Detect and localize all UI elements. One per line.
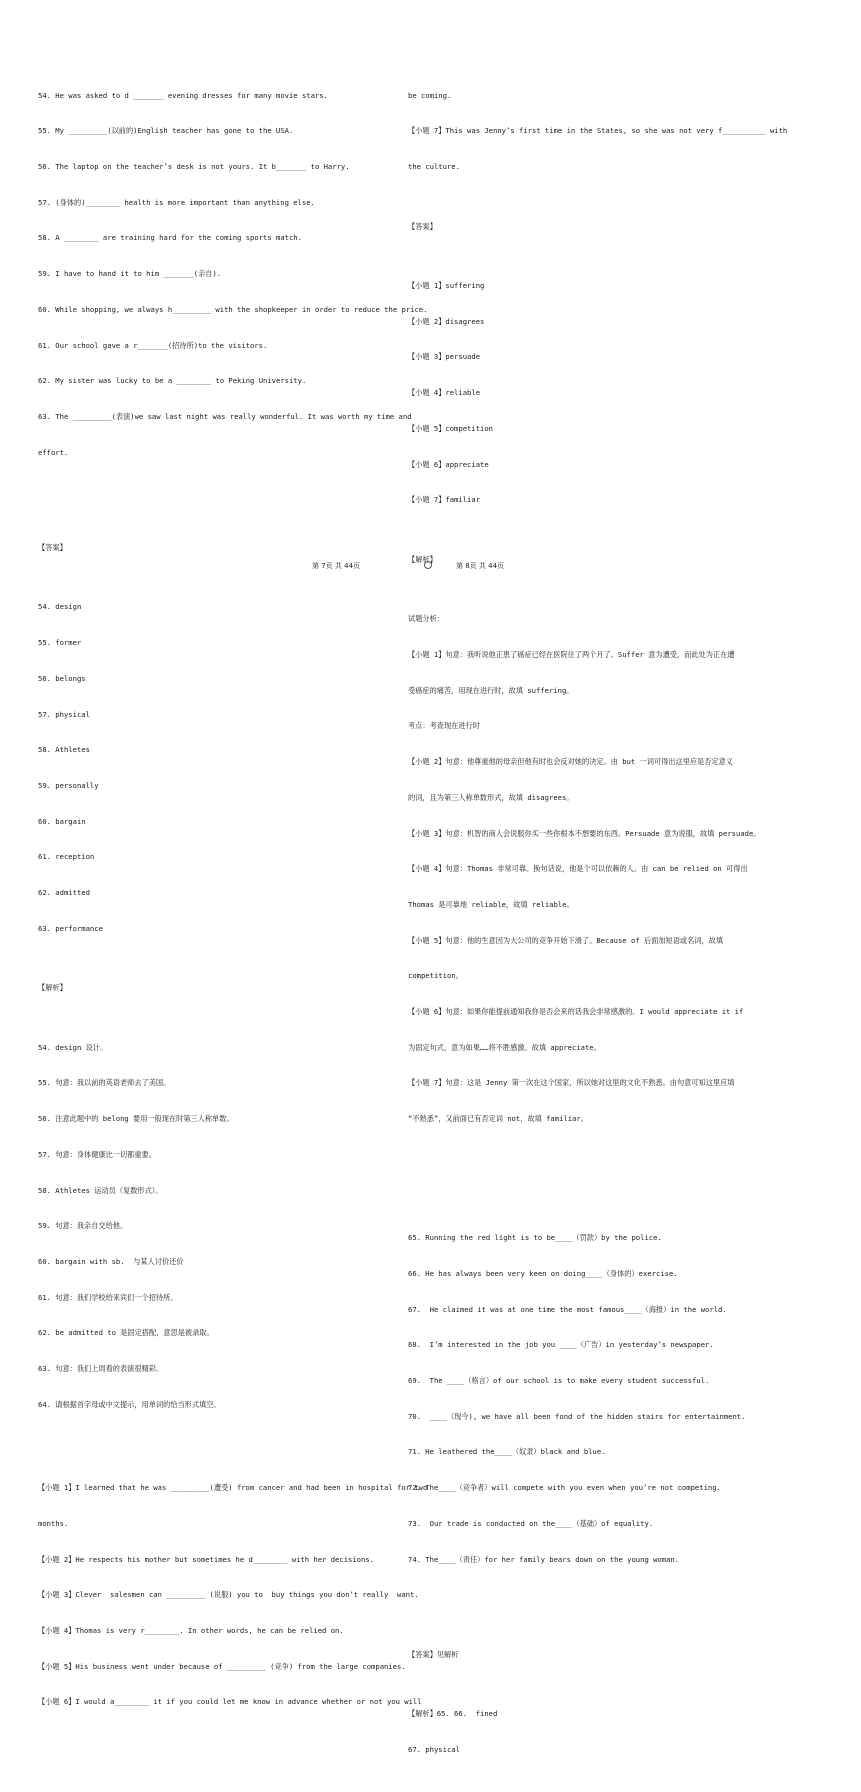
analysis-line: 【小题 1】句意：我听说他正患了癌症已经在医院住了两个月了。Suffer 意为遭受，而此处为正在遭 (408, 650, 735, 660)
question-line: 68. I’m interested in the job you ____（广告）in yesterday’s newspaper. (408, 1340, 714, 1350)
analysis-line: competition。 (408, 971, 463, 981)
analysis-line: 【小题 5】句意：他的生意因为大公司的竞争开始下滑了。Because of 后面加短语或名词，故填 (408, 935, 724, 945)
sub-question-list (38, 1458, 428, 1732)
answer-line: 61. reception (38, 852, 95, 862)
question-line: 58. A ________ are training hard for the coming sports match. (38, 233, 302, 243)
sub-question-line: months. (38, 1518, 69, 1528)
analysis-line: 60. bargain with sb. 与某人讨价还价 (38, 1256, 184, 1266)
analysis-line: 67. physical (408, 1744, 460, 1754)
page-number-left: 第 7页 共 44页 (312, 562, 361, 570)
answer-line: 【小题 6】appreciate (408, 459, 489, 469)
question-line: the culture. (408, 162, 460, 172)
analysis-line: 62. be admitted to 是固定搭配，意思是被录取。 (38, 1328, 214, 1338)
answer-line: 55. former (38, 638, 82, 648)
question-line: 【小题 7】This was Jenny’s first time in the States, so she was not very f__________ with (408, 126, 788, 136)
analysis-line: 58. Athletes 运动员（复数形式）。 (38, 1185, 163, 1195)
question-line: 72. The____（竞争者）will compete with you even when you’re not competing. (408, 1483, 721, 1493)
question-line: 61. Our school gave a r_______(招待所)to the visitors. (38, 340, 268, 350)
analysis-line: 【小题 3】句意：机智的商人会说服你买一些你根本不想要的东西。Persuade 意为说服，故填 persuade。 (408, 828, 761, 838)
answer-heading: 【答案】 (408, 221, 437, 231)
analysis-heading: 【解析】 (38, 983, 67, 993)
question-line: 59. I have to hand it to him _______(亲自). (38, 269, 222, 279)
answer-line: 56. belongs (38, 673, 86, 683)
analysis-line: 63. 句意：我们上周看的表演很精彩。 (38, 1364, 164, 1374)
analysis-heading: 【解析】 (408, 554, 437, 564)
answer-heading: 【答案】见解析 (408, 1649, 459, 1659)
question-line: 71. He leathered the____（奴隶）black and blue. (408, 1447, 606, 1457)
question-line: 55. My _________(以前的)English teacher has gone to the USA. (38, 126, 294, 136)
analysis-list (408, 1684, 770, 1779)
answer-line: 62. admitted (38, 888, 90, 898)
analysis-line: 的词，且为第三人称单数形式，故填 disagrees。 (408, 792, 574, 802)
question-line: 54. He was asked to d _______ evening dresses for many movie stars. (38, 90, 328, 100)
question-line: effort. (38, 447, 69, 457)
analysis-line: 64. 请根据首字母或中文提示，用单词的恰当形式填空。 (38, 1399, 221, 1409)
analysis-line: 【小题 2】句意：他尊重他的母亲但他有时也会反对她的决定。由 but 一词可得出这里应是否定意义 (408, 757, 733, 767)
analysis-line: 57. 句意：身体健康比一切都重要。 (38, 1149, 156, 1159)
analysis-line: 56. 注意此题中的 belong 要用一般现在时第三人称单数。 (38, 1114, 234, 1124)
analysis-line: “不熟悉”，又前面已有否定词 not，故填 familiar。 (408, 1114, 588, 1124)
analysis-line: 为固定句式，意为如果……将不胜感激。故填 appreciate。 (408, 1042, 601, 1052)
answer-line: 58. Athletes (38, 745, 90, 755)
answer-list (408, 256, 770, 530)
sub-question-line: 【小题 2】He respects his mother but sometimes he d________ with her decisions. (38, 1554, 374, 1564)
analysis-line: 【小题 4】句意：Thomas 非常可靠。换句话说，他是个可以依赖的人。由 can be relied on 可得出 (408, 864, 748, 874)
analysis-line: 【小题 6】句意：如果你能提前通知我你是否会来的话我会非常感激的。I would appreciate it if (408, 1007, 744, 1017)
analysis-line: 考点：考查现在进行时 (408, 721, 480, 731)
question-line: 67. He claimed it was at one time the most famous____（海报）in the world. (408, 1304, 727, 1314)
page-footer (0, 561, 861, 575)
question-line: 63. The _________(表演)we saw last night was really wonderful. It was worth my time and (38, 411, 412, 421)
answer-line: 60. bargain (38, 816, 86, 826)
right-column (408, 42, 788, 1792)
sub-question-line: 【小题 5】His business went under because of _________ (竞争) from the large companies. (38, 1661, 406, 1671)
answer-heading: 【答案】 (38, 542, 67, 552)
answer-line: 【小题 3】persuade (408, 352, 481, 362)
analysis-line: 59. 句意：我亲自交给他。 (38, 1221, 128, 1231)
answer-line: 【小题 5】competition (408, 423, 494, 433)
question-line: 70. ____（现今), we have all been fond of the hidden stairs for entertainment. (408, 1411, 746, 1421)
answer-line: 【小题 1】suffering (408, 281, 485, 291)
question-line: 66. He has always been very keen on doing____（身体的）exercise. (408, 1268, 678, 1278)
analysis-line: 受癌症的痛苦，用现在进行时，故填 suffering。 (408, 685, 574, 695)
analysis-line: 【解析】65. 66. fined (408, 1709, 498, 1719)
question-line: 60. While shopping, we always h_________ with the shopkeeper in order to reduce the price. (38, 304, 428, 314)
question-line: 57. (身体的)________ health is more important than anything else. (38, 197, 315, 207)
spacer (408, 1173, 770, 1185)
answer-line: 57. physical (38, 709, 90, 719)
question-line: 62. My sister was lucky to be a ________ to Peking University. (38, 376, 307, 386)
continued-questions (408, 66, 788, 197)
question-line: 65. Running the red light is to be____（罚款）by the police. (408, 1233, 662, 1243)
question-line: be coming. (408, 90, 452, 100)
question-line: 56. The laptop on the teacher’s desk is not yours. It b_______ to Harry. (38, 162, 350, 172)
analysis-line: 54. design 设计。 (38, 1042, 108, 1052)
answer-line: 59. personally (38, 780, 99, 790)
sub-question-line: 【小题 3】Clever salesmen can _________ (说服) you to buy things you don’t really want. (38, 1590, 419, 1600)
answer-line: 54. design (38, 602, 82, 612)
sub-question-line: 【小题 1】I learned that he was _________(遭受) from cancer and had been in hospital for two (38, 1483, 428, 1493)
page-number-right: 第 8页 共 44页 (456, 562, 505, 570)
questions-65-74 (408, 1208, 770, 1589)
analysis-line: 61. 句意：我们学校给来宾们一个招待所。 (38, 1292, 178, 1302)
answer-line: 【小题 7】familiar (408, 495, 481, 505)
analysis-list (408, 590, 770, 1149)
analysis-list (38, 1018, 394, 1435)
answer-line: 63. performance (38, 923, 103, 933)
question-line: 69. The ____（格言）of our school is to make every student successful. (408, 1376, 710, 1385)
analysis-line: Thomas 是可靠地 reliable，故填 reliable。 (408, 899, 574, 909)
analysis-line: 【小题 7】句意：这是 Jenny 第一次在这个国家，所以她对这里的文化不熟悉。由句意可知这里应填 (408, 1078, 735, 1088)
spacer (408, 1613, 770, 1625)
spacer (38, 506, 394, 518)
answer-line: 【小题 4】reliable (408, 388, 481, 398)
sub-question-line: 【小题 4】Thomas is very r________. In other words, he can be relied on. (38, 1625, 344, 1635)
answer-line: 【小题 2】disagrees (408, 316, 485, 326)
sub-question-line: 【小题 6】I would a________ it if you could let me know in advance whether or not you will (38, 1697, 422, 1707)
analysis-line: 试题分析： (408, 614, 444, 624)
analysis-line: 55. 句意：我以前的英语老师去了美国。 (38, 1078, 171, 1088)
question-line: 73. Our trade is conducted on the____（基础）of equality. (408, 1518, 654, 1528)
question-line: 74. The____（责任）for her family bears down on the young woman. (408, 1554, 680, 1564)
answer-list (38, 578, 394, 959)
binding-ring-icon (424, 561, 432, 569)
